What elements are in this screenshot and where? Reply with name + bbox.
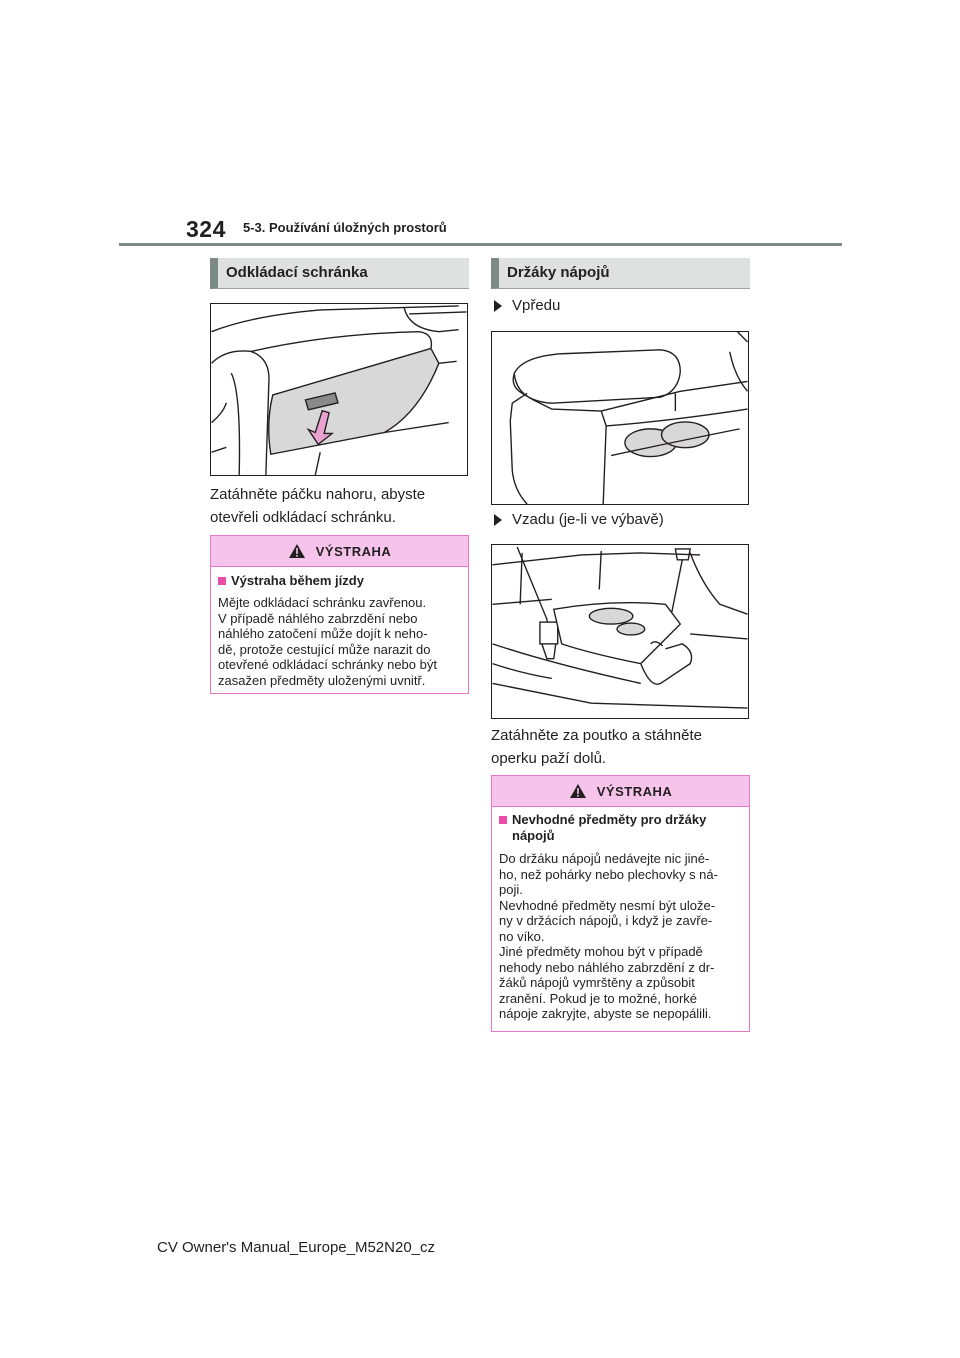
footer-text: CV Owner's Manual_Europe_M52N20_cz	[157, 1239, 436, 1256]
front-label-line	[491, 297, 560, 314]
rear-label: Vzadu (je-li ve výbavě)	[512, 511, 664, 528]
warning-header-label: VÝSTRAHA	[315, 543, 392, 559]
warning-subheading	[499, 812, 742, 844]
cupholder-caption: Zatáhněte za poutko a stáhněte operku paží dolů.	[491, 727, 702, 767]
triangle-bullet-icon	[494, 514, 502, 526]
header-rule	[119, 243, 842, 246]
glovebox-illustration	[210, 303, 468, 476]
warning-subheading-label: Nevhodné předměty pro držáky nápojů	[512, 812, 707, 843]
warning-text: Mějte odkládací schránku zavřenou. V případě náhlého zabrzdění nebo náhlého zatočení může dojít k neho- dě, protože cestující může narazit do otevřené odkládací schránky nebo být zasažen předměty uloženými uvnitř.	[218, 595, 437, 688]
rear-cupholder-illustration	[491, 544, 749, 719]
front-cupholder-illustration	[491, 331, 749, 505]
warning-header	[492, 776, 749, 807]
glovebox-heading: Odkládací schránka	[210, 258, 469, 289]
glovebox-warning-box	[210, 535, 469, 694]
cupholder-warning-box	[491, 775, 750, 1032]
glovebox-caption: Zatáhněte páčku nahoru, abyste otevřeli odkládací schránku.	[210, 486, 426, 526]
warning-header	[211, 536, 468, 567]
warning-text: Do držáku nápojů nedávejte nic jiné- ho, než pohárky nebo plechovky s ná- poji. Nevhodné předměty nesmí být ulože- ny v držácích nápojů, i když je zavře- no víko. Jiné předměty mohou být v případě nehody nebo náhlého zabrzdění z dr- žáků nápojů vymrštěny a způsobit zranění. Pokud je to možné, horké nápoje zakryjte, abyste se nepopálili.	[499, 851, 718, 1021]
triangle-bullet-icon	[494, 300, 502, 312]
warning-subheading	[218, 573, 461, 589]
page-number: 324	[186, 216, 226, 242]
warning-header-label: VÝSTRAHA	[596, 783, 673, 799]
cupholder-heading: Držáky nápojů	[491, 258, 750, 289]
front-label: Vpředu	[512, 297, 561, 314]
warning-subheading-label: Výstraha během jízdy	[231, 573, 364, 588]
warning-triangle-icon	[569, 783, 587, 799]
section-title: 5-3. Používání úložných prostorů	[243, 220, 447, 235]
square-bullet-icon	[218, 577, 226, 585]
warning-triangle-icon	[288, 543, 306, 559]
square-bullet-icon	[499, 816, 507, 824]
rear-label-line	[491, 511, 664, 528]
